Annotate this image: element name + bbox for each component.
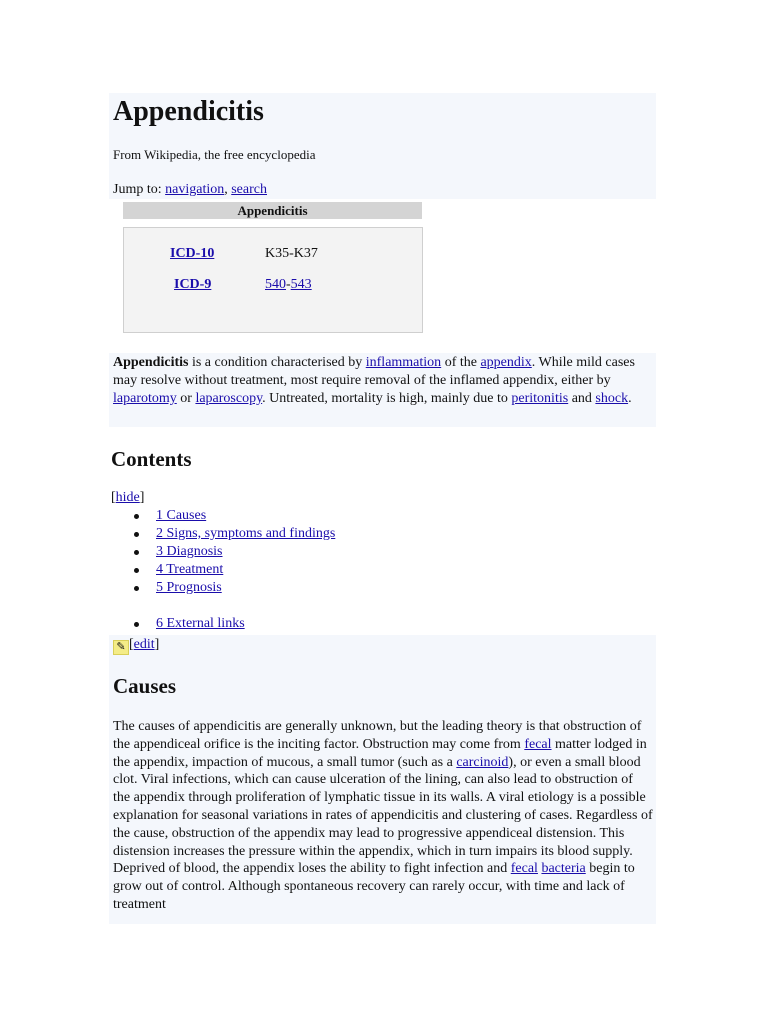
toc-link-causes[interactable]: 1 Causes	[156, 508, 207, 523]
link-laparoscopy[interactable]: laparoscopy	[195, 391, 263, 406]
link-peritonitis[interactable]: peritonitis	[511, 391, 569, 406]
site-tagline: From Wikipedia, the free encyclopedia	[113, 147, 316, 162]
toc-item	[130, 561, 335, 579]
jump-navigation-link[interactable]: navigation	[165, 182, 225, 197]
link-inflammation[interactable]: inflammation	[365, 355, 442, 370]
toc-item	[130, 507, 335, 525]
page-title: Appendicitis	[113, 96, 264, 127]
toc-item	[130, 579, 335, 597]
intro-term: Appendicitis	[113, 355, 189, 370]
icd9-end-link[interactable]: 543	[290, 277, 312, 292]
contents-heading: Contents	[111, 447, 192, 471]
toc-toggle	[111, 489, 144, 507]
causes-text: begin to grow out of control. Although spontaneous recovery can rarely occur, with time and lack of treatment	[113, 861, 635, 912]
icd9-dash: -	[286, 277, 291, 292]
jump-search-link[interactable]: search	[231, 182, 267, 197]
jump-to-label: Jump to:	[113, 182, 162, 197]
intro-text: . While mild cases may resolve without treatment, most require removal of the inflamed appendix, either by	[113, 355, 635, 388]
toc-item	[130, 543, 335, 561]
intro-text: of the	[441, 355, 481, 370]
icd10-value: K35-K37	[265, 246, 318, 261]
infobox-body	[123, 227, 423, 333]
bracket: [	[129, 637, 134, 652]
bracket: [	[111, 490, 116, 505]
causes-text: The causes of appendicitis are generally unknown, but the leading theory is that obstruction of the appendiceal orifice is the inciting factor. Obstruction may come from	[113, 719, 642, 752]
icd9-range	[265, 276, 312, 294]
causes-text: matter lodged in the appendix, impaction of mucous, a small tumor (such as a	[113, 736, 647, 770]
link-laparotomy[interactable]: laparotomy	[113, 391, 177, 406]
link-fecal[interactable]: fecal	[510, 861, 538, 877]
jump-separator: ,	[224, 182, 232, 197]
link-carcinoid[interactable]: carcinoid	[456, 754, 509, 770]
table-of-contents	[130, 507, 335, 633]
causes-text: ), or even a small blood clot. Viral infections, which can cause ulceration of the lining, can also lead to obstruction of the appendix through proliferation of lymphatic tissue in its walls. A viral etiology is a possible explanation for seasonal variations in rates of appendicitis and clustering of cases. Regardless of the cause, obstruction of the appendix may lead to progressive appendiceal distension. This distension increases the pressure within the appendix, which in turn impairs its blood supply. Deprived of blood, the appendix loses the ability to fight infection and	[113, 754, 653, 877]
toc-link-treatment[interactable]: 4 Treatment	[156, 562, 224, 577]
bracket: ]	[139, 490, 145, 505]
toc-hide-link[interactable]: hide	[115, 490, 140, 505]
link-appendix[interactable]: appendix	[480, 355, 532, 370]
link-shock[interactable]: shock	[595, 391, 629, 406]
link-fecal[interactable]: fecal	[524, 736, 552, 752]
infobox	[123, 201, 425, 335]
bracket: ]	[154, 637, 160, 652]
edit-link[interactable]: edit	[133, 637, 155, 652]
toc-item	[130, 615, 335, 633]
intro-text: . Untreated, mortality is high, mainly due to	[262, 391, 512, 406]
toc-link-prognosis[interactable]: 5 Prognosis	[156, 580, 222, 595]
link-bacteria[interactable]: bacteria	[541, 861, 586, 877]
intro-paragraph	[113, 354, 653, 408]
infobox-title: Appendicitis	[123, 202, 422, 219]
toc-link-external-links[interactable]: 6 External links	[156, 616, 245, 631]
icd9-start-link[interactable]: 540	[265, 277, 286, 292]
causes-paragraph	[113, 718, 653, 914]
edit-pencil-icon[interactable]: ✎	[113, 640, 129, 655]
intro-text: and	[568, 391, 596, 406]
icd9-link[interactable]: ICD-9	[174, 277, 212, 292]
toc-link-signs[interactable]: 2 Signs, symptoms and findings	[156, 526, 336, 541]
section-edit	[113, 636, 159, 655]
causes-heading: Causes	[113, 674, 177, 698]
toc-item	[130, 525, 335, 543]
icd10-link[interactable]: ICD-10	[170, 246, 215, 261]
intro-text: .	[628, 391, 632, 406]
intro-text: is a condition characterised by	[188, 355, 366, 370]
toc-link-diagnosis[interactable]: 3 Diagnosis	[156, 544, 223, 559]
jump-to-bar	[113, 181, 267, 199]
intro-text: or	[176, 391, 196, 406]
